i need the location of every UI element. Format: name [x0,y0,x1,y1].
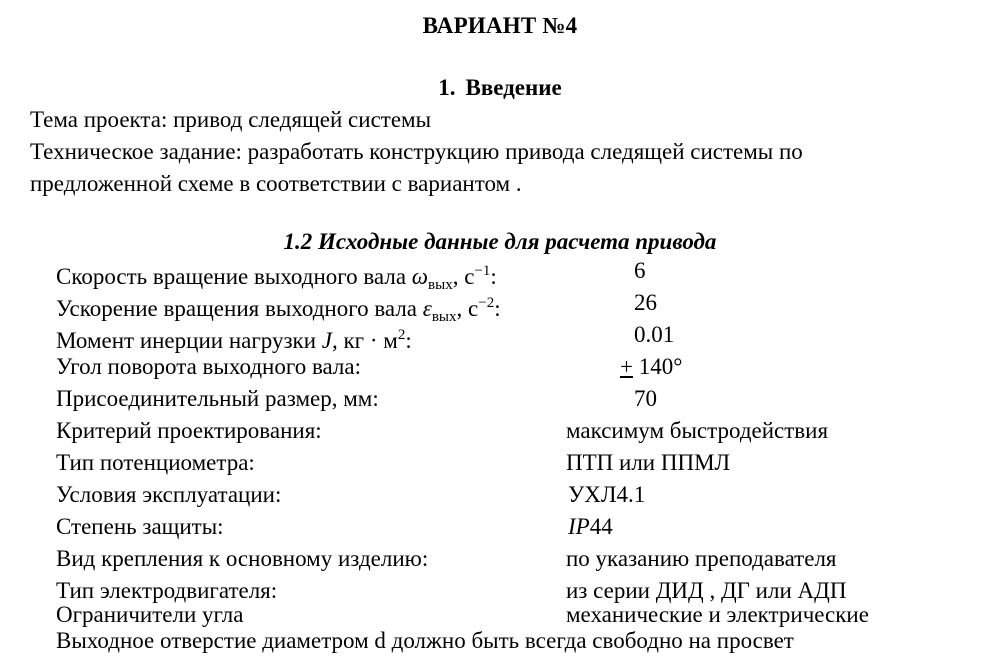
param-row-mounting-size [56,384,976,414]
param-label-text: Ускорение вращения выходного вала [56,296,423,321]
param-row-protection-degree [56,512,976,542]
intro-line-topic: Тема проекта: привод следящей системы [30,107,432,132]
param-row-rotation-angle [56,352,976,382]
label-colon: : [405,328,412,353]
unit-text: , кг · м [332,328,398,353]
param-row-operating-conditions [56,480,976,510]
param-row-potentiometer-type [56,448,976,478]
param-value: механические и электрические [566,602,869,627]
param-row-output-speed [56,256,976,293]
param-value: 6 [634,258,646,283]
param-value: 26 [634,290,657,315]
param-value: по указанию преподавателя [566,546,837,571]
unit-text: , с [456,296,479,321]
param-label: Присоединительный размер, мм: [56,386,379,411]
param-value: 70 [634,386,657,411]
param-label-text: Скорость вращение выходного вала [56,264,412,289]
param-label: Ограничители угла [56,602,244,627]
param-label: Степень защиты: [56,514,224,539]
document-title: ВАРИАНТ №4 [422,13,578,38]
param-label: Тип электродвигателя: [56,578,278,603]
section-heading [0,72,1000,104]
param-row-output-acceleration [56,288,976,325]
param-label [56,320,412,356]
param-row-load-inertia [56,320,976,353]
param-value-text: 140° [632,354,683,379]
param-value: максимум быстродействия [566,418,829,443]
symbol-subscript: вых [428,277,453,293]
symbol-subscript: вых [431,309,457,325]
unit-text: , с [452,264,475,289]
param-value [620,352,682,382]
param-label: Угол поворота выходного вала: [56,354,361,379]
inertia-symbol: J [321,328,332,353]
param-value: УХЛ4.1 [568,482,646,507]
intro-line-task: Техническое задание: разработать конструкцию привода следящей системы по [30,139,803,164]
omega-symbol [411,264,453,293]
unit-superscript: −1 [474,263,491,279]
label-colon: : [494,296,501,321]
section-title: Введение [465,75,562,100]
ip-code: IP [568,514,590,539]
symbol-text: ε [422,296,432,321]
unit-superscript: −2 [478,295,495,311]
subsection-heading: 1.2 Исходные данные для расчета привода [283,229,717,254]
section-number: 1. [438,75,456,100]
label-colon: : [490,264,497,289]
unit-superscript: 2 [397,327,406,343]
param-value: ПТП или ППМЛ [566,450,731,475]
plus-minus-sign: + [620,354,633,379]
symbol-text: ω [411,264,429,289]
param-value-text: 44 [589,514,613,539]
param-value: из серии ДИД , ДГ или АДП [566,578,847,603]
param-label-text: Момент инерции нагрузки [56,328,322,353]
param-label: Критерий проектирования: [56,418,322,443]
param-value: 0.01 [634,322,675,347]
footer-note: Выходное отверстие диаметром d должно быть всегда свободно на просвет [56,628,794,653]
intro-line-task-continued: предложенной схеме в соответствии с вариантом . [30,171,522,196]
param-label: Условия эксплуатации: [56,482,282,507]
param-row-design-criterion [56,416,976,446]
param-row-mounting-type [56,544,976,574]
epsilon-symbol [422,296,457,325]
param-value [568,512,613,542]
param-label: Тип потенциометра: [56,450,255,475]
param-label: Вид крепления к основному изделию: [56,546,429,571]
